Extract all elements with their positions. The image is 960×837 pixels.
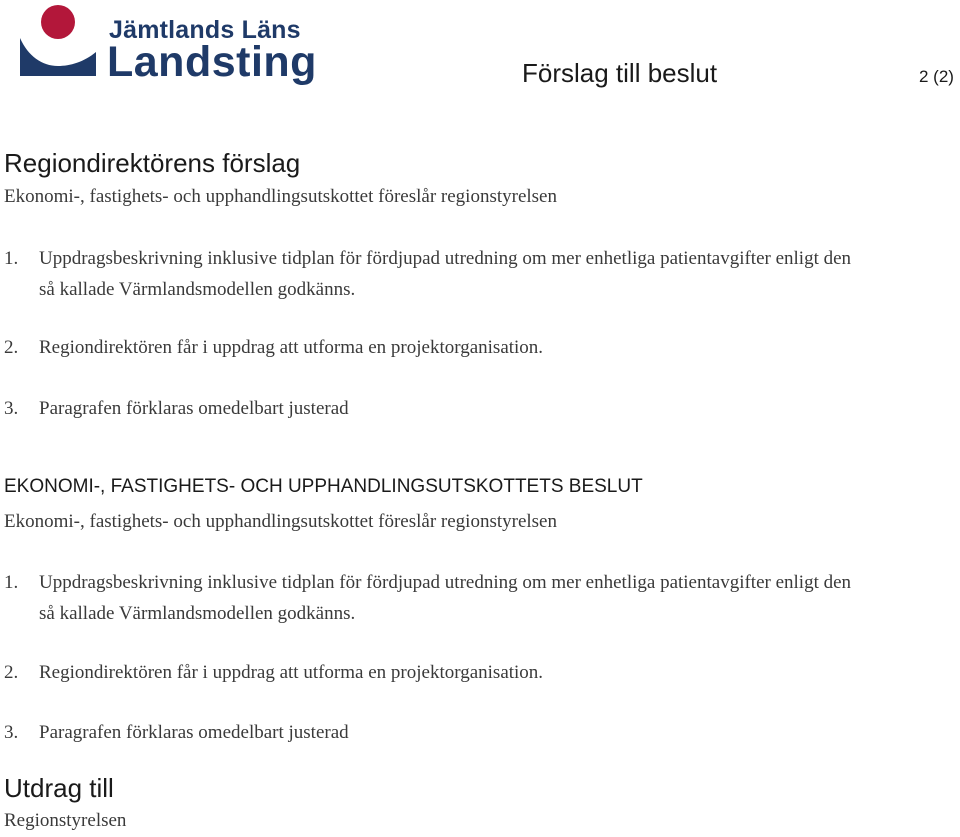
page-number: 2 (2) xyxy=(919,67,954,86)
list-item-number: 3. xyxy=(4,398,19,419)
logo-text-top: Jämtlands Läns xyxy=(109,16,301,44)
list-item-text: Regiondirektören får i uppdrag att utforma en projektorganisation. xyxy=(39,337,544,358)
recipient: Regionstyrelsen xyxy=(4,810,127,831)
list-item xyxy=(4,657,859,688)
list-item-number: 3. xyxy=(4,722,19,743)
section-heading-decision: EKONOMI-, FASTIGHETS- OCH UPPHANDLINGSUTSKOTTETS BESLUT xyxy=(4,476,643,497)
list-item xyxy=(4,717,859,748)
section-intro: Ekonomi-, fastighets- och upphandlingsutskottet föreslår regionstyrelsen xyxy=(4,186,557,207)
list-item-number: 2. xyxy=(4,337,19,358)
list-item-text: Regiondirektören får i uppdrag att utforma en projektorganisation. xyxy=(39,662,544,683)
list-item-text: Uppdragsbeskrivning inklusive tidplan för fördjupad utredning om mer enhetliga patientavgifter enligt den så kallade Värmlandsmodellen godkänns. xyxy=(39,248,852,300)
logo-mark-icon xyxy=(18,2,108,88)
logo-text-bottom: Landsting xyxy=(107,38,317,86)
organization-logo xyxy=(18,2,318,88)
list-item xyxy=(4,332,859,363)
list-item-number: 1. xyxy=(4,572,19,593)
list-item xyxy=(4,567,859,629)
list-item-text: Paragrafen förklaras omedelbart justerad xyxy=(39,722,349,743)
section-heading-proposal: Regiondirektörens förslag xyxy=(4,148,301,178)
section-heading-extract: Utdrag till xyxy=(4,773,114,803)
list-item-number: 1. xyxy=(4,248,19,269)
list-item-number: 2. xyxy=(4,662,19,683)
document-title: Förslag till beslut xyxy=(522,58,718,88)
list-item-text: Uppdragsbeskrivning inklusive tidplan för fördjupad utredning om mer enhetliga patientavgifter enligt den så kallade Värmlandsmodellen godkänns. xyxy=(39,572,852,624)
section-intro: Ekonomi-, fastighets- och upphandlingsutskottet föreslår regionstyrelsen xyxy=(4,511,557,532)
list-item-text: Paragrafen förklaras omedelbart justerad xyxy=(39,398,349,419)
list-item xyxy=(4,243,859,305)
list-item xyxy=(4,393,859,424)
